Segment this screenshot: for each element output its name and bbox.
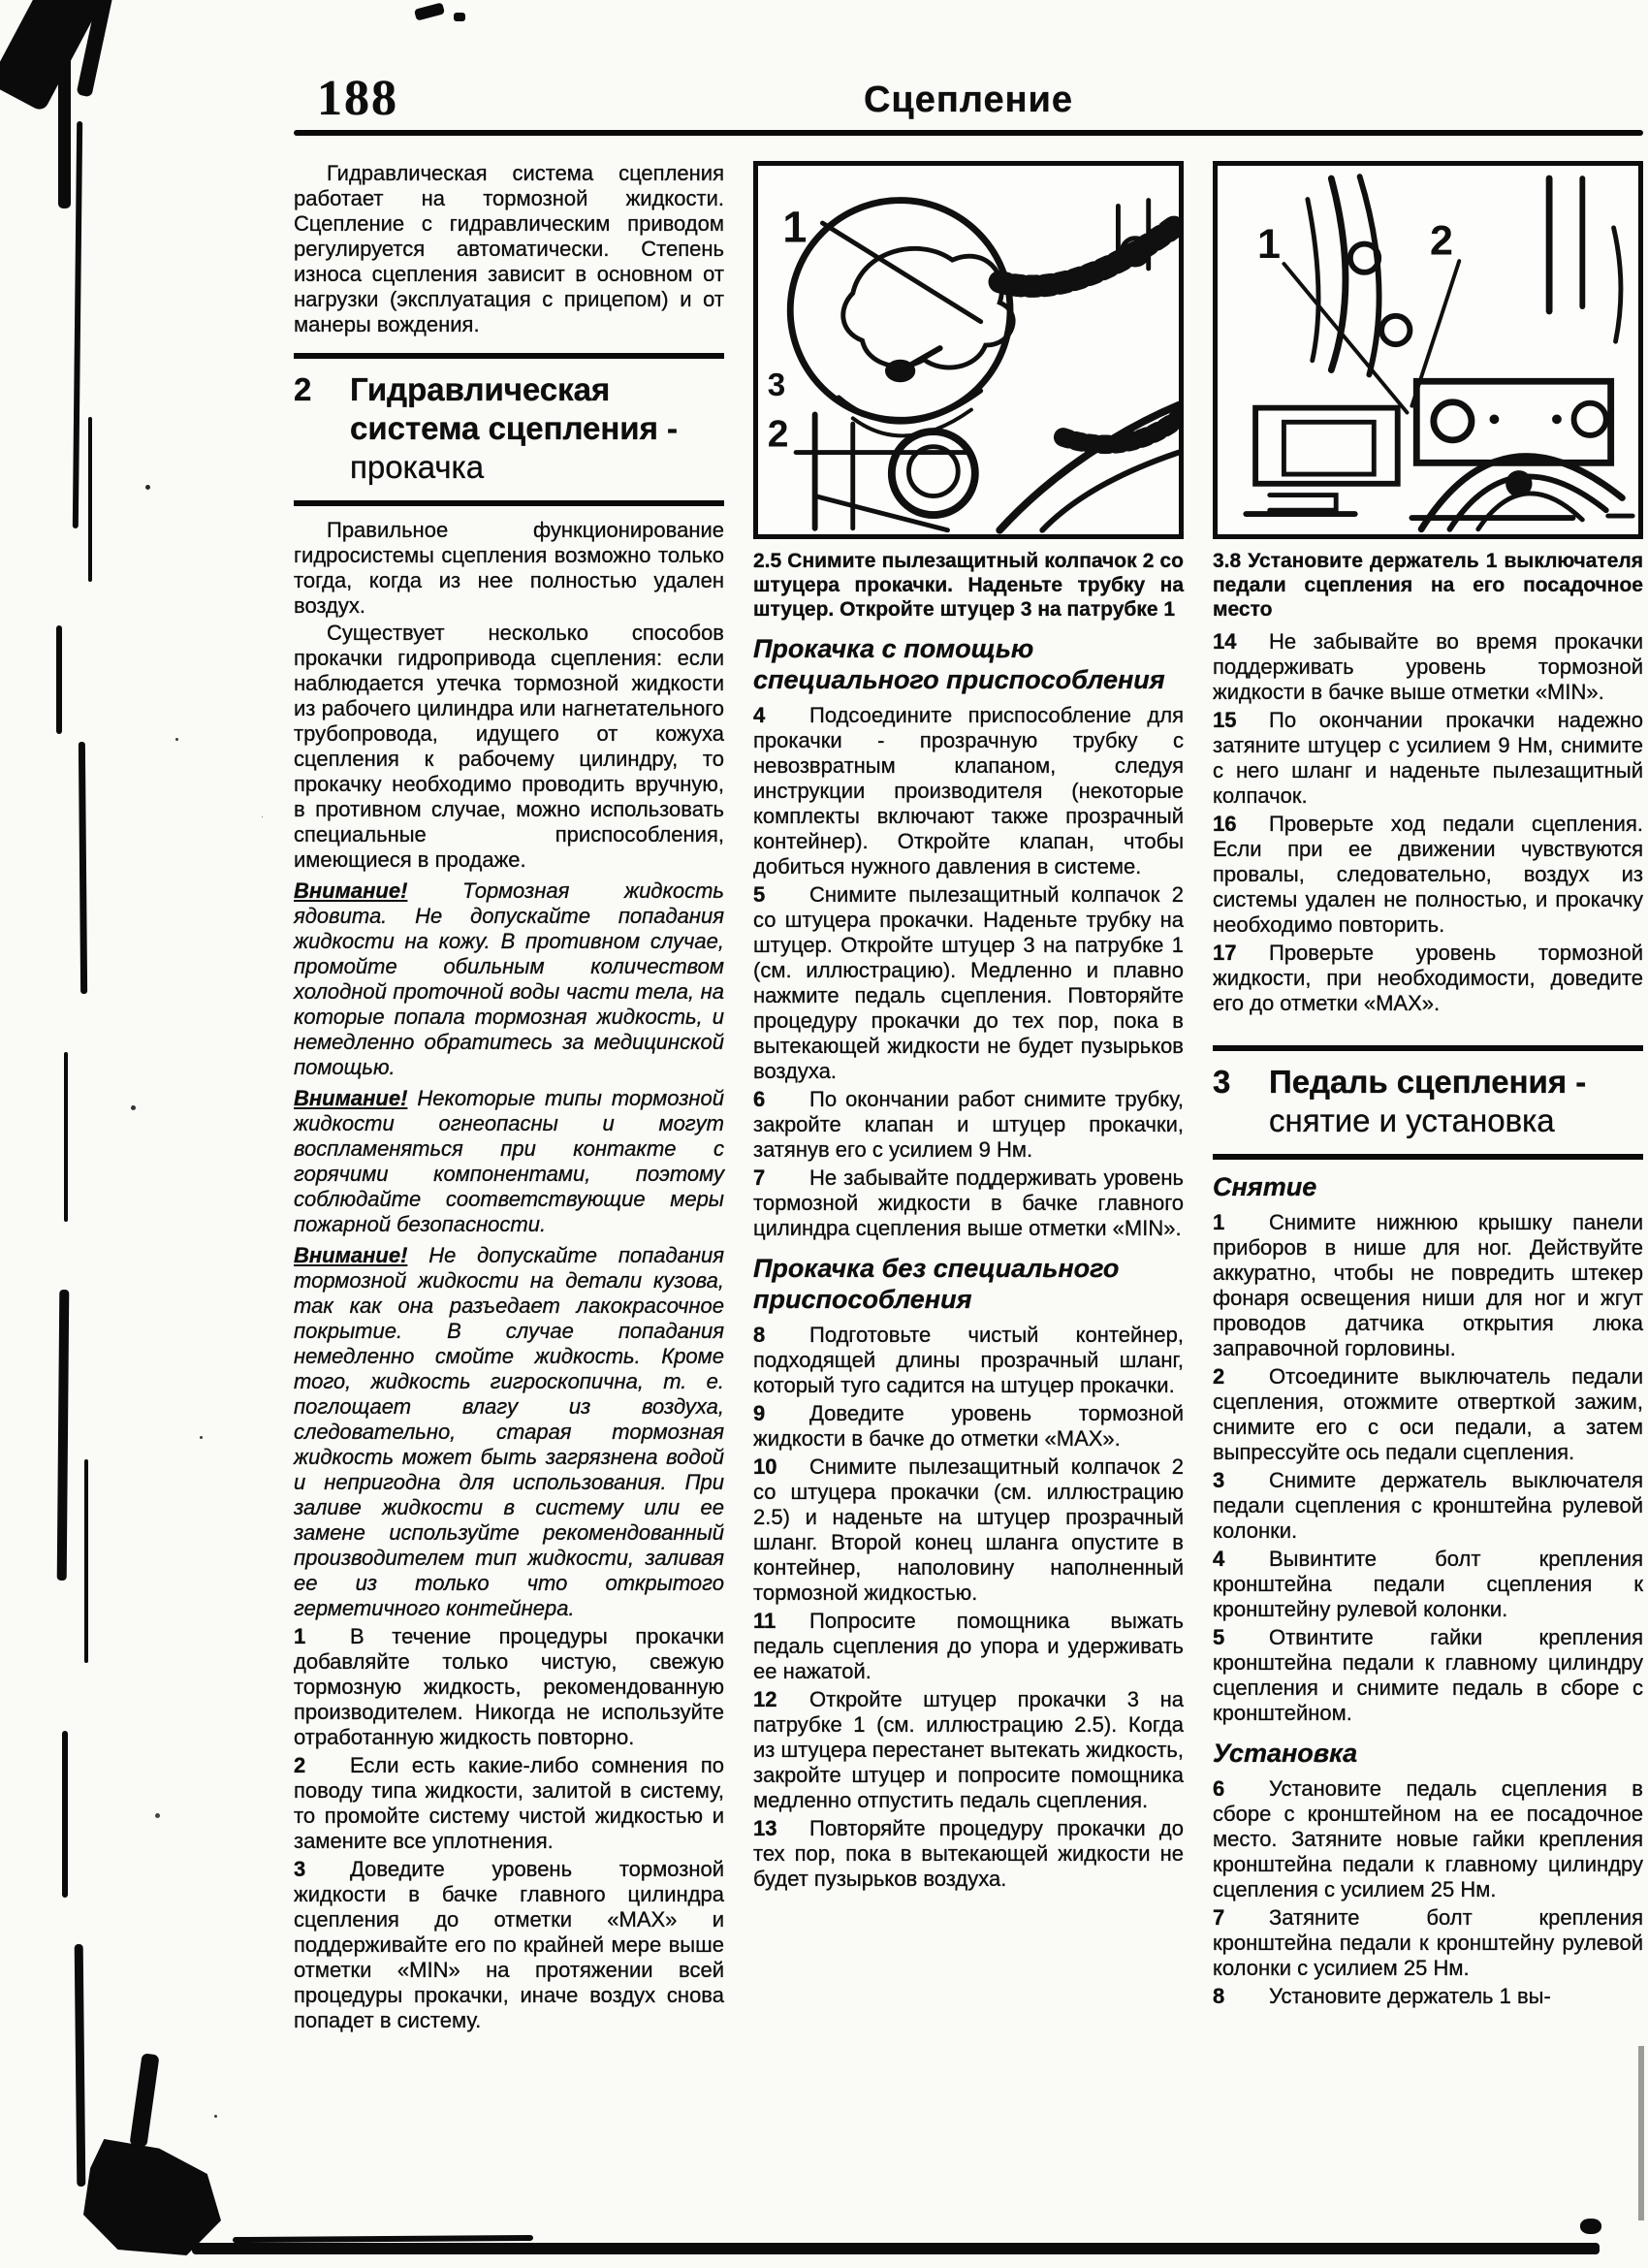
scan-artifact: [73, 121, 82, 528]
warning-paragraph: [294, 1086, 724, 1237]
step-text: По окончании прокачки надежно затяните штуцер с усилием 9 Нм, снимите с него шланг и наденьте пылезащитный колпачок.: [1213, 708, 1643, 808]
warning-text: Не допускайте попадания тормозной жидкости на детали кузова, так как она разъедает лакокрасочное покрытие. В случае попадания немедленно смойте жидкость. Кроме того, жидкость гигроскопична, т. е. поглощает влагу из воздуха, следовательно, старая тормозная жидкость может быть загрязнена водой и непригодна для использования. При заливе жидкости в систему или ее замене используйте рекомендованный производителем тип жидкости, заливая ее из только что открытого герметичного контейнера.: [294, 1243, 724, 1620]
step-number: 15: [1213, 708, 1237, 732]
numbered-step: [1213, 812, 1643, 938]
step-text: По окончании работ снимите трубку, закройте клапан и штуцер прокачки, затянув его с усилием 9 Нм.: [753, 1087, 1184, 1162]
numbered-step: [753, 1323, 1184, 1398]
step-text: Подготовьте чистый контейнер, подходящей длины прозрачный шланг, который туго садится на штуцер прокачки.: [753, 1323, 1184, 1397]
section-heading-2: [294, 353, 724, 506]
subheading-bleeding-with-tool: Прокачка с помощью специального приспособления: [753, 634, 1165, 694]
scan-artifact: [84, 1459, 88, 1663]
step-number: 1: [1213, 1210, 1225, 1234]
scan-artifact: [88, 417, 92, 582]
scan-artifact: [192, 2243, 1600, 2254]
scan-artifact: [57, 1290, 70, 1581]
numbered-step: [1213, 1468, 1643, 1544]
step-text: Проверьте уровень тормозной жидкости, при необходимости, доведите его до отметки «MAX».: [1213, 941, 1643, 1015]
step-text: В течение процедуры прокачки добавляйте только чистую, свежую тормозную жидкость, рекомендованную производителем. Никогда не используйте отработанную жидкость повторно.: [294, 1624, 724, 1749]
step-text: Снимите нижнюю крышку панели приборов в нише для ног. Действуйте аккуратно, чтобы не повредить штекер фонаря освещения ниши для ног и жгут проводов датчика открытия люка заправочной горловины.: [1213, 1210, 1643, 1360]
scan-artifact: [58, 0, 71, 208]
warning-paragraph: [294, 1243, 724, 1621]
section-title-sub: прокачка: [350, 449, 485, 485]
section-title: [1269, 1063, 1586, 1140]
engine-bay-line-art: [758, 166, 1179, 534]
page-header: [294, 48, 1643, 136]
scan-artifact: [62, 1731, 68, 1898]
step-text: Отвинтите гайки крепления кронштейна педали к главному цилиндру сцепления и снимите педаль в сборе с кронштейном.: [1213, 1625, 1643, 1725]
figure-callout-1: 1: [1257, 221, 1281, 269]
warning-paragraph: [294, 878, 724, 1080]
subheading-installation: Установка: [1213, 1739, 1358, 1768]
scan-artifact: [129, 2053, 159, 2148]
numbered-step: [1213, 1210, 1643, 1361]
step-number: 4: [1213, 1547, 1225, 1571]
step-text: Если есть какие-либо сомнения по поводу типа жидкости, залитой в систему, то промойте систему чистой жидкостью и замените все уплотнения.: [294, 1753, 724, 1853]
numbered-step: [753, 1087, 1184, 1163]
step-number: 6: [753, 1087, 766, 1111]
scan-artifact: [414, 2, 445, 20]
warning-label: Внимание!: [294, 1243, 408, 1267]
figure-2-5-engine-bay-drawing: [753, 161, 1184, 539]
warning-label: Внимание!: [294, 1086, 408, 1110]
subheading-bleeding-without-tool: Прокачка без специального приспособления: [753, 1254, 1120, 1314]
step-number: 10: [753, 1454, 777, 1479]
step-text: Доведите уровень тормозной жидкости в бачке главного цилиндра сцепления до отметки «MAX» и поддерживайте его по крайней мере выше отметки «MIN» на протяжении всей процедуры прокачки, иначе воздух снова попадет в систему.: [294, 1857, 724, 2032]
section-title-main: Гидравлическая система сцепления -: [350, 371, 679, 446]
numbered-step: [1213, 1776, 1643, 1902]
step-number: 11: [753, 1609, 776, 1633]
column-middle: [753, 161, 1184, 2033]
numbered-step: [1213, 1625, 1643, 1726]
step-number: 2: [1213, 1364, 1225, 1389]
numbered-step: [1213, 1364, 1643, 1465]
step-number: 13: [753, 1816, 777, 1840]
scan-artifact: [79, 742, 87, 994]
step-number: 4: [753, 703, 766, 727]
section-heading-3: [1213, 1045, 1643, 1160]
section-number: 2: [294, 371, 312, 407]
scan-artifact: [56, 625, 62, 734]
numbered-step: [753, 1454, 1184, 1606]
scan-artifact: [64, 1052, 68, 1222]
numbered-step: [753, 882, 1184, 1084]
section-number: 3: [1213, 1064, 1231, 1100]
step-text: Подсоедините приспособление для прокачки - прозрачную трубку с невозвратным клапаном, следуя инструкции производителя (некоторые комплекты включают также прозрачный контейнер). Откройте клапан, чтобы добиться нужного давления в системе.: [753, 703, 1184, 878]
numbered-step: [753, 703, 1184, 879]
column-layout: [294, 161, 1643, 2033]
step-number: 8: [1213, 1984, 1225, 2008]
page-content: [294, 48, 1643, 2033]
steps-after-caption: [1213, 629, 1643, 1016]
step-number: 5: [1213, 1625, 1225, 1649]
scan-artifact: [75, 1944, 86, 2187]
figure-caption: 3.8 Установите держатель 1 выключателя педали сцепления на его посадочное место: [1213, 550, 1643, 621]
section-title: [350, 370, 724, 487]
step-text: Отсоедините выключатель педали сцепления, отожмите отверткой зажим, снимите его с оси педали, а затем выпрессуйте ось педали сцепления.: [1213, 1364, 1643, 1464]
body-paragraph: Правильное функционирование гидросистемы сцепления возможно только тогда, когда из нее полностью удален воздух.: [294, 518, 724, 618]
figure-callout-2: 2: [767, 413, 789, 456]
numbered-step: [753, 1816, 1184, 1892]
warning-text: Тормозная жидкость ядовита. Не допускайте попадания жидкости на кожу. В противном случае, промойте обильным количеством холодной проточной воды части тела, на которые попала тормозная жидкость, и немедленно обратитесь за медицинской помощью.: [294, 878, 724, 1079]
scan-artifact: [233, 2235, 533, 2243]
column-left: [294, 161, 724, 2033]
header-rule: [294, 130, 1643, 136]
numbered-step: [753, 1401, 1184, 1452]
step-number: 12: [753, 1687, 777, 1711]
numbered-step: [1213, 1905, 1643, 1981]
step-number: 1: [294, 1624, 306, 1648]
figure-callout-3: 3: [767, 367, 786, 403]
warning-label: Внимание!: [294, 878, 408, 903]
step-text: Затяните болт крепления кронштейна педали к кронштейну рулевой колонки с усилием 25 Нм.: [1213, 1905, 1643, 1980]
numbered-step: [1213, 1984, 1643, 2009]
scan-artifact: [1580, 2219, 1601, 2234]
step-number: 9: [753, 1401, 766, 1425]
scan-artifact: [454, 13, 465, 21]
step-text: Снимите держатель выключателя педали сцепления с кронштейна рулевой колонки.: [1213, 1468, 1643, 1543]
figure-callout-2: 2: [1429, 217, 1453, 265]
numbered-step: [294, 1624, 724, 1750]
step-text: Попросите помощника выжать педаль сцепления до упора и удерживать ее нажатой.: [753, 1609, 1184, 1683]
step-number: 8: [753, 1323, 766, 1347]
numbered-step: [294, 1857, 724, 2033]
step-text: Установите педаль сцепления в сборе с кронштейном на ее посадочное место. Затяните новые гайки крепления кронштейна педали к главному цилиндру сцепления с усилием 25 Нм.: [1213, 1776, 1643, 1901]
step-number: 3: [1213, 1468, 1225, 1492]
step-number: 6: [1213, 1776, 1225, 1801]
step-number: 14: [1213, 629, 1237, 654]
numbered-step: [753, 1166, 1184, 1241]
step-number: 2: [294, 1753, 306, 1777]
step-text: Повторяйте процедуру прокачки до тех пор, пока в вытекающей жидкости не будет пузырьков воздуха.: [753, 1816, 1184, 1891]
intro-paragraph: Гидравлическая система сцепления работает на тормозной жидкости. Сцепление с гидравлическим приводом регулируется автоматически. Степень износа сцепления зависит в основном от нагрузки (эксплуатация с прицепом) и от манеры вождения.: [294, 161, 724, 336]
step-text: Откройте штуцер прокачки 3 на патрубке 1 (см. иллюстрацию 2.5). Когда из штуцера перестанет вытекать жидкость, закройте штуцер и попросите помощника медленно отпустить педаль сцепления.: [753, 1687, 1184, 1812]
pedal-bracket-line-art: [1218, 166, 1638, 534]
page-number: 188: [317, 71, 398, 126]
figure-3-8-pedal-bracket-drawing: [1213, 161, 1643, 539]
step-text: Проверьте ход педали сцепления. Если при ее движении чувствуются провалы, следовательно, воздух из системы удален не полностью, и прокачку необходимо повторить.: [1213, 812, 1643, 937]
step-text: Вывинтите болт крепления кронштейна педали сцепления к кронштейну рулевой колонки.: [1213, 1547, 1643, 1621]
scan-artifact: [83, 2139, 221, 2255]
numbered-step: [294, 1753, 724, 1854]
figure-caption: 2.5 Снимите пылезащитный колпачок 2 со штуцера прокачки. Наденьте трубку на штуцер. Откройте штуцер 3 на патрубке 1: [753, 550, 1184, 621]
numbered-step: [1213, 629, 1643, 705]
warning-text: Некоторые типы тормозной жидкости огнеопасны и могут воспламеняться при контакте с горячими компонентами, поэтому соблюдайте соответствующие меры пожарной безопасности.: [294, 1086, 724, 1236]
step-number: 7: [753, 1166, 766, 1190]
step-text: Снимите пылезащитный колпачок 2 со штуцера прокачки (см. иллюстрацию 2.5) и наденьте на штуцер прозрачный шланг. Второй конец шланга опустите в контейнер, наполовину наполненный тормозной жидкостью.: [753, 1454, 1184, 1605]
step-text: Не забывайте поддерживать уровень тормозной жидкости в бачке главного цилиндра сцепления выше отметки «MIN».: [753, 1166, 1184, 1240]
figure-callout-1: 1: [782, 202, 808, 252]
step-number: 7: [1213, 1905, 1225, 1930]
page-title: Сцепление: [863, 80, 1074, 120]
step-text: Установите держатель 1 вы-: [1269, 1984, 1551, 2008]
numbered-step: [753, 1609, 1184, 1684]
step-number: 3: [294, 1857, 306, 1881]
step-text: Доведите уровень тормозной жидкости в бачке до отметки «MAX».: [753, 1401, 1184, 1451]
scan-artifact: [1638, 2046, 1644, 2220]
step-number: 16: [1213, 812, 1237, 836]
step-number: 5: [753, 882, 766, 907]
numbered-step: [753, 1687, 1184, 1813]
step-text: Снимите пылезащитный колпачок 2 со штуцера прокачки. Наденьте трубку на штуцер. Откройте штуцер 3 на патрубке 1 (см. иллюстрацию). Медленно и плавно нажмите педаль сцепления. Повторяйте процедуру прокачки до тех пор, пока в вытекающей жидкости не будет пузырьков воздуха.: [753, 882, 1184, 1083]
body-paragraph: Существует несколько способов прокачки гидропривода сцепления: если наблюдается утечка тормозной жидкости из рабочего цилиндра или нагнетательного трубопровода, идущего от кожуха сцепления к рабочему цилиндру, то прокачку необходимо проводить вручную, в противном случае, можно использовать специальные приспособления, имеющиеся в продаже.: [294, 621, 724, 872]
section-title-sub: снятие и установка: [1269, 1102, 1555, 1138]
column-right: [1213, 161, 1643, 2033]
section-title-main: Педаль сцепления -: [1269, 1064, 1587, 1100]
numbered-step: [1213, 941, 1643, 1016]
numbered-step: [1213, 1547, 1643, 1622]
numbered-step: [1213, 708, 1643, 809]
subheading-removal: Снятие: [1213, 1172, 1317, 1201]
step-text: Не забывайте во время прокачки поддерживать уровень тормозной жидкости в бачке выше отметки «MIN».: [1213, 629, 1643, 704]
scan-speckles: [145, 485, 150, 490]
step-number: 17: [1213, 941, 1237, 965]
